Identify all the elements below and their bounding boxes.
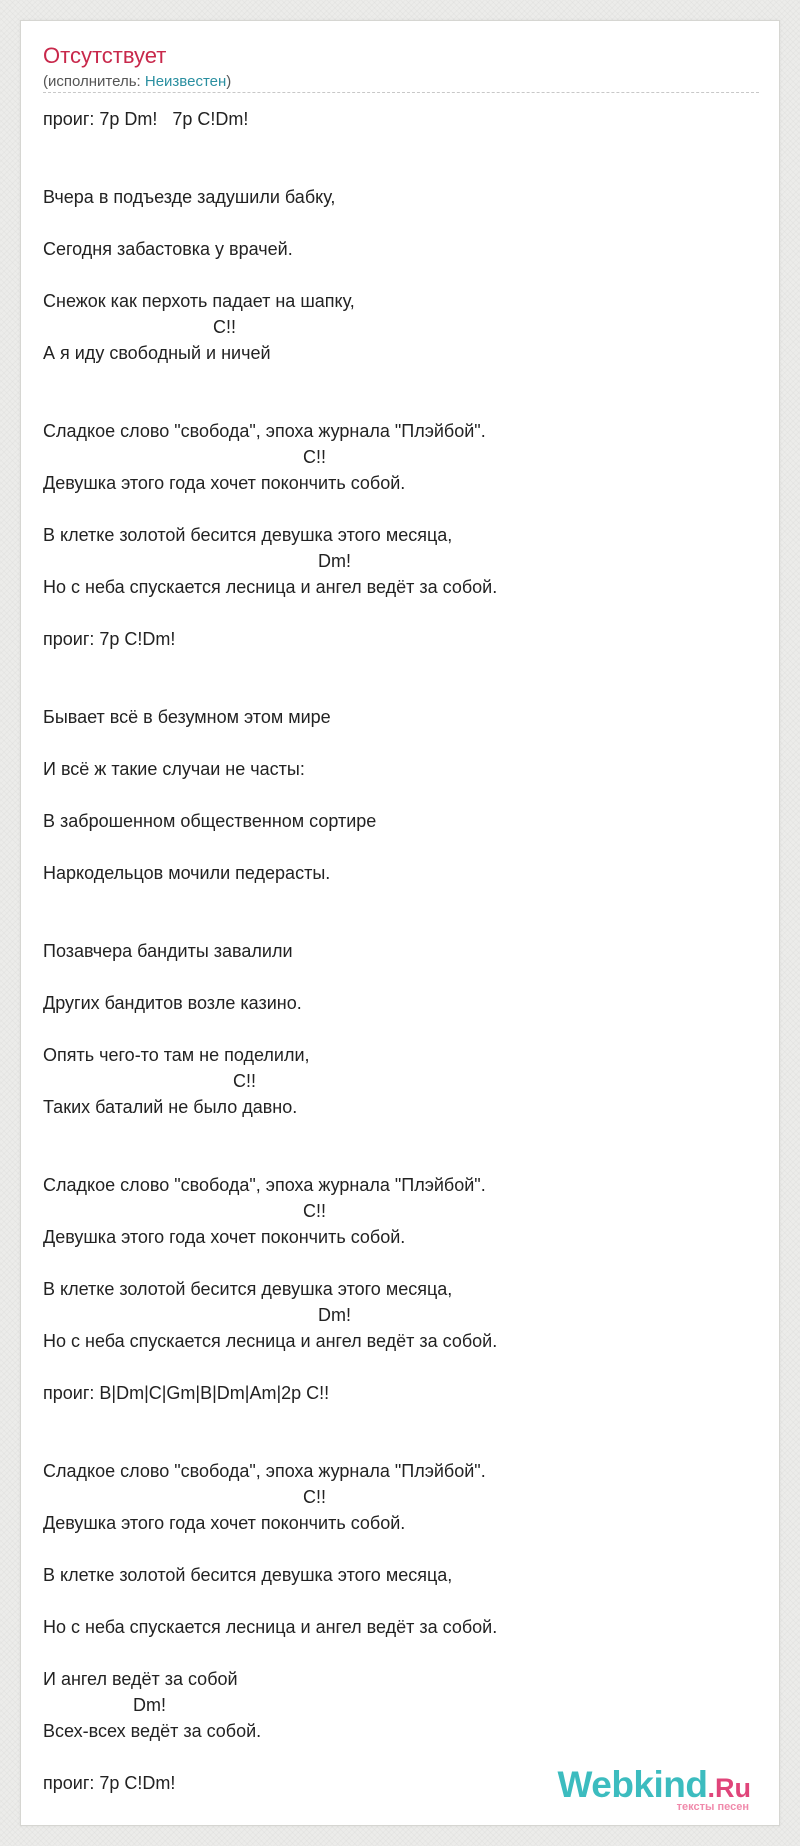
lyric-line: C!! — [43, 317, 237, 337]
lyric-line: Девушка этого года хочет покончить собой. — [43, 1513, 406, 1533]
lyric-line: Но с неба спускается лесница и ангел ведёт за собой. — [43, 1331, 498, 1351]
lyric-line: проиг: 7р C!Dm! — [43, 1773, 176, 1793]
lyric-line: Наркодельцов мочили педерасты. — [43, 863, 331, 883]
brand-tld: .Ru — [707, 1773, 751, 1803]
lyric-line: Сладкое слово "свобода", эпоха журнала "Плэйбой". — [43, 421, 486, 441]
lyric-line: Но с неба спускается лесница и ангел ведёт за собой. — [43, 577, 498, 597]
lyric-line: Других бандитов возле казино. — [43, 993, 302, 1013]
lyric-line: Сегодня забастовка у врачей. — [43, 239, 293, 259]
lyric-line: А я иду свободный и ничей — [43, 343, 271, 363]
lyric-line: C!! — [43, 1071, 257, 1091]
song-title: Отсутствует — [43, 43, 167, 68]
lyric-line: В клетке золотой бесится девушка этого месяца, — [43, 525, 453, 545]
lyric-line: C!! — [43, 1487, 327, 1507]
title-divider — [43, 92, 759, 93]
lyric-line: C!! — [43, 1201, 327, 1221]
lyrics-card — [20, 20, 780, 1826]
lyric-line: Сладкое слово "свобода", эпоха журнала "Плэйбой". — [43, 1461, 486, 1481]
lyric-line: Позавчера бандиты завалили — [43, 941, 293, 961]
site-logo[interactable] — [557, 1764, 752, 1813]
lyric-line: проиг: 7р C!Dm! — [43, 629, 176, 649]
lyrics-text — [43, 106, 497, 1796]
lyric-line: В клетке золотой бесится девушка этого месяца, — [43, 1279, 453, 1299]
brand-tagline: тексты песен — [676, 1801, 749, 1813]
lyric-line: Таких баталий не было давно. — [43, 1097, 298, 1117]
lyric-line: проиг: 7р Dm! 7р C!Dm! — [43, 109, 249, 129]
lyric-line: Девушка этого года хочет покончить собой. — [43, 473, 406, 493]
lyric-line: Снежок как перхоть падает на шапку, — [43, 291, 355, 311]
lyric-line: Всех-всех ведёт за собой. — [43, 1721, 262, 1741]
lyric-line: Вчера в подъезде задушили бабку, — [43, 187, 336, 207]
lyric-line: Dm! — [43, 1695, 167, 1715]
artist-line — [43, 73, 231, 90]
lyric-line: Dm! — [43, 1305, 352, 1325]
lyric-line: Бывает всё в безумном этом мире — [43, 707, 331, 727]
lyric-line: проиг: B|Dm|C|Gm|B|Dm|Am|2р C!! — [43, 1383, 330, 1403]
lyric-line: Девушка этого года хочет покончить собой. — [43, 1227, 406, 1247]
lyric-line: C!! — [43, 447, 327, 467]
lyric-line: И ангел ведёт за собой — [43, 1669, 238, 1689]
lyric-line: Сладкое слово "свобода", эпоха журнала "Плэйбой". — [43, 1175, 486, 1195]
artist-suffix: ) — [226, 73, 232, 90]
lyric-line: В клетке золотой бесится девушка этого месяца, — [43, 1565, 453, 1585]
lyric-line: Опять чего-то там не поделили, — [43, 1045, 310, 1065]
artist-prefix: (исполнитель: — [43, 73, 145, 90]
lyric-line: В заброшенном общественном сортире — [43, 811, 377, 831]
lyric-line: Но с неба спускается лесница и ангел ведёт за собой. — [43, 1617, 498, 1637]
lyric-line: И всё ж такие случаи не часты: — [43, 759, 305, 779]
lyric-line: Dm! — [43, 551, 352, 571]
brand-name: Webkind — [557, 1764, 708, 1805]
artist-link[interactable]: Неизвестен — [144, 73, 227, 90]
